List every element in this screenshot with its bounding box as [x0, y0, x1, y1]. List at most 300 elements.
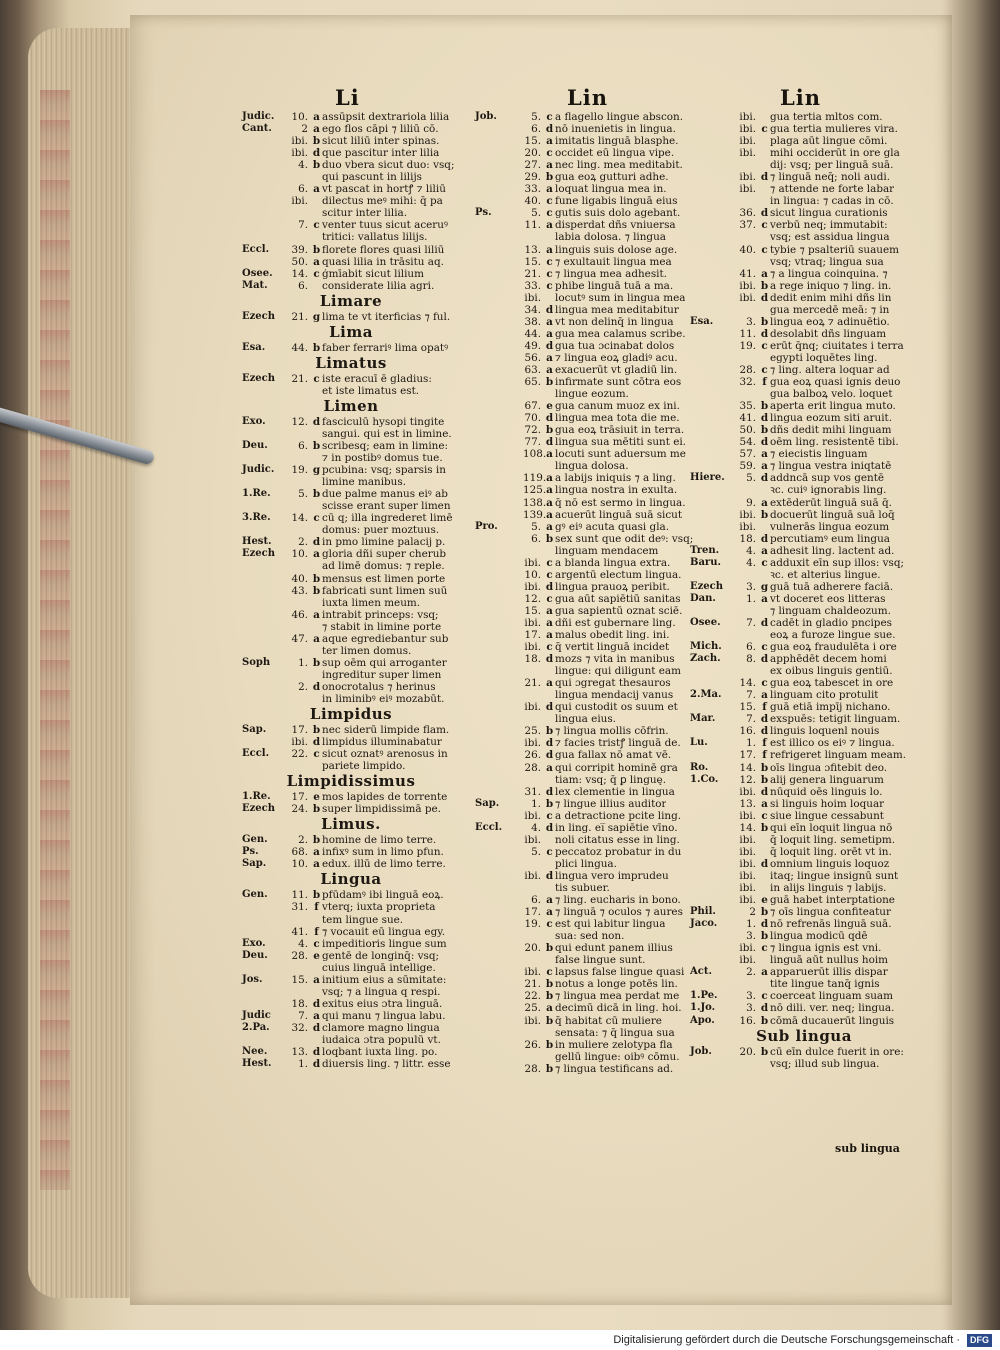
concordance-entry	[242, 256, 460, 268]
book-reference: Osee.	[242, 267, 273, 279]
section-letter	[759, 978, 770, 990]
section-letter	[544, 882, 555, 894]
section-letter	[311, 962, 322, 974]
book-reference	[690, 605, 738, 617]
concordance-entry	[475, 1015, 695, 1027]
concordance-entry	[690, 701, 918, 713]
chapter-number	[290, 621, 311, 633]
concordance-entry	[242, 524, 460, 536]
book-reference: Jaco.	[690, 918, 718, 930]
chapter-number: ibi.	[524, 616, 541, 629]
entry-text: vterq; iuxta proprieta	[322, 901, 436, 914]
book-reference	[475, 581, 523, 593]
chapter-number: 16.	[739, 1014, 756, 1027]
entry-text: ⁊ lingua ignis est vni.	[770, 942, 882, 955]
chapter-number: 11.	[524, 219, 541, 232]
section-letter: c	[761, 990, 768, 1003]
chapter-number: 43.	[291, 584, 308, 597]
entry-text: sicut lingua curationis	[770, 207, 888, 220]
chapter-number: 15.	[524, 135, 541, 148]
section-letter: d	[760, 327, 769, 340]
entry-text: fasciculū hysopi tingite	[322, 415, 445, 428]
chapter-number: 7.	[746, 689, 756, 702]
concordance-entry	[475, 665, 695, 677]
concordance-entry	[690, 725, 918, 737]
concordance-entry	[242, 645, 460, 657]
concordance-entry	[475, 557, 695, 569]
concordance-entry	[475, 737, 695, 749]
entry-text: dedit enim mihi dñs lin	[770, 291, 892, 304]
chapter-number	[290, 669, 311, 681]
book-reference	[690, 195, 738, 207]
entry-text: et iste limatus est.	[322, 384, 420, 397]
chapter-number: ibi.	[524, 291, 541, 304]
entry-text: sensata: ⁊ q̄ lingua sua	[555, 1026, 675, 1039]
headword: Limpidissimus	[286, 772, 416, 791]
entry-text: dñi est gubernare ling.	[555, 616, 676, 629]
chapter-number: 7.	[746, 616, 756, 629]
chapter-number	[738, 1058, 759, 1070]
entry-text: lingua eoꝝ ⁊ adinuētio.	[770, 315, 890, 328]
section-letter: a	[761, 448, 768, 461]
book-reference: Pro.	[475, 520, 498, 532]
chapter-number: 27.	[524, 159, 541, 172]
book-reference: Hest.	[242, 1058, 272, 1070]
book-reference	[475, 894, 523, 906]
chapter-number: 18.	[524, 653, 541, 666]
concordance-entry	[690, 629, 918, 641]
concordance-entry	[475, 521, 695, 533]
book-reference	[475, 665, 523, 677]
concordance-entry	[242, 889, 460, 901]
book-reference	[242, 901, 290, 913]
chapter-number: ibi.	[291, 135, 308, 148]
section-letter: a	[546, 183, 553, 196]
section-letter	[759, 147, 770, 159]
entry-text: scisse erant super limen	[322, 500, 451, 513]
book-reference	[475, 689, 523, 701]
section-letter: a	[546, 135, 553, 148]
chapter-number	[523, 1051, 544, 1063]
section-letter: c	[546, 147, 553, 160]
concordance-entry	[690, 858, 918, 870]
book-reference	[242, 171, 290, 183]
book-reference: Zach.	[690, 653, 721, 665]
entry-text: adduxit eīn sup illos: vsq;	[770, 556, 905, 569]
concordance-entry	[690, 424, 918, 436]
section-letter: d	[312, 1058, 321, 1071]
entry-text: in ling. ei̅ sapiētie vīno.	[555, 821, 678, 834]
concordance-entry	[242, 219, 460, 231]
book-reference	[242, 476, 290, 488]
book-reference	[475, 304, 523, 316]
concordance-entry	[475, 894, 695, 906]
section-letter: d	[312, 997, 321, 1010]
book-reference	[475, 834, 523, 846]
concordance-entry	[475, 786, 695, 798]
entry-text: q̄ nō est sermo in lingua.	[555, 496, 686, 509]
concordance-entry	[475, 810, 695, 822]
section-letter	[544, 774, 555, 786]
book-reference: Esa.	[242, 341, 266, 353]
chapter-number: 2.	[298, 834, 308, 847]
chapter-number: ibi.	[739, 833, 756, 846]
section-letter	[759, 834, 770, 846]
book-reference	[690, 521, 738, 533]
book-reference: Job.	[475, 111, 497, 122]
concordance-entry	[690, 713, 918, 725]
concordance-entry	[690, 400, 918, 412]
chapter-number: 17.	[524, 906, 541, 919]
entry-text: gua eoꝝ quasi ignis deuo	[770, 376, 901, 389]
section-letter: e	[313, 791, 320, 804]
book-reference	[475, 1002, 523, 1014]
book-reference: Deu.	[242, 439, 268, 451]
book-reference: 1.Re.	[242, 791, 271, 803]
concordance-entry	[690, 1002, 918, 1014]
book-reference: Apo.	[690, 1014, 715, 1026]
section-letter: b	[760, 1045, 769, 1058]
concordance-entry	[242, 1046, 460, 1058]
concordance-entry	[475, 966, 695, 978]
book-reference	[475, 400, 523, 412]
entry-text: ⁊ ling. altera loquar ad	[770, 363, 890, 376]
entry-text: iuxta limen meum.	[322, 596, 421, 609]
concordance-entry	[690, 930, 918, 942]
book-reference	[690, 533, 738, 545]
concordance-entry	[690, 171, 918, 183]
chapter-number: ibi.	[739, 135, 756, 148]
chapter-number: 59.	[739, 460, 756, 473]
entry-text: q̄ loquit ling. orēt vt in.	[770, 845, 892, 858]
book-reference: 2.Pa.	[242, 1021, 270, 1033]
section-letter: d	[312, 415, 321, 428]
book-reference	[690, 894, 738, 906]
book-reference	[475, 545, 523, 557]
concordance-entry	[242, 207, 460, 219]
section-letter	[311, 597, 322, 609]
headword: Sub lingua	[756, 1026, 852, 1045]
chapter-number: 4.	[746, 556, 756, 569]
chapter-number: 49.	[524, 339, 541, 352]
chapter-number: 63.	[524, 363, 541, 376]
entry-text: venter tuus sicut aceruꝰ	[322, 219, 448, 232]
entry-text: est illico os eiꝰ ⁊ lingua.	[770, 737, 895, 750]
section-letter: b	[312, 488, 321, 501]
book-reference: Ezech	[242, 372, 276, 384]
chapter-number: ibi.	[739, 954, 756, 967]
chapter-number: 17.	[739, 749, 756, 762]
book-reference: Ezech	[242, 548, 276, 560]
book-reference: Mich.	[690, 641, 722, 653]
chapter-number	[290, 962, 311, 974]
section-letter: d	[760, 171, 769, 184]
entry-text: qui ɔgregat thesauros	[555, 677, 671, 690]
section-letter	[759, 111, 770, 123]
chapter-number: 28.	[291, 949, 308, 962]
book-reference	[242, 669, 290, 681]
chapter-number	[290, 1034, 311, 1046]
book-reference	[690, 677, 738, 689]
entry-text: eoꝝ a furoze lingue sue.	[770, 629, 896, 642]
book-reference	[475, 762, 523, 774]
headword: Limpidus	[309, 705, 393, 724]
entry-text: due palme manus eiꝰ ab	[322, 488, 448, 501]
entry-text: percutiamꝰ eum lingua	[770, 532, 890, 545]
section-letter: a	[313, 632, 320, 645]
concordance-entry	[242, 914, 460, 926]
concordance-entry	[690, 304, 918, 316]
section-letter: a	[761, 797, 768, 810]
chapter-number: 33.	[524, 279, 541, 292]
entry-text: infirmate sunt cōtra eos	[555, 376, 682, 389]
book-reference	[242, 159, 290, 171]
entry-text: ⁊ lingua testificans ad.	[555, 1062, 674, 1075]
book-reference	[690, 460, 738, 472]
concordance-entry	[242, 621, 460, 633]
section-letter: d	[312, 536, 321, 549]
concordance-entry	[475, 798, 695, 810]
section-letter: a	[313, 255, 320, 268]
book-reference	[690, 244, 738, 256]
section-letter: d	[312, 1046, 321, 1059]
concordance-entry	[690, 183, 918, 195]
concordance-entry	[690, 954, 918, 966]
concordance-entry	[690, 497, 918, 509]
running-head-right: Lin	[780, 85, 822, 110]
entry-text: locutꝰ sum in lingua mea	[555, 291, 686, 304]
entry-text: sex sunt que odit deꝰ: vsq;	[555, 532, 694, 545]
concordance-entry	[242, 342, 460, 354]
entry-text: sup oēm qui arroganter	[322, 656, 447, 669]
section-letter: b	[760, 508, 769, 521]
entry-text: ⁊ in postibꝰ domus tue.	[322, 452, 443, 465]
chapter-number: 19.	[291, 464, 308, 477]
concordance-entry	[475, 653, 695, 665]
book-reference: 1.Pe.	[690, 990, 718, 1002]
chapter-number: 21.	[291, 372, 308, 385]
section-letter: e	[761, 894, 768, 907]
chapter-number	[290, 171, 311, 183]
entry-text: sangui. qui est in limine.	[322, 427, 452, 440]
section-letter	[759, 882, 770, 894]
chapter-number: 17.	[291, 791, 308, 804]
entry-text: nec ling. mea meditabit.	[555, 159, 683, 172]
section-letter: a	[546, 1002, 553, 1015]
concordance-entry	[475, 882, 695, 894]
book-reference	[475, 966, 523, 978]
chapter-number: 1.	[298, 1058, 308, 1071]
chapter-number: 6.	[298, 279, 308, 292]
concordance-entry	[242, 311, 460, 323]
book-reference	[475, 448, 523, 460]
entry-text: lingua sua mētiti sunt ei.	[555, 436, 686, 449]
section-letter: d	[545, 436, 554, 449]
entry-text: lingue eozum.	[555, 388, 629, 401]
book-reference	[242, 736, 290, 748]
book-reference	[475, 195, 523, 207]
chapter-number: 33.	[524, 183, 541, 196]
entry-text: lex clementie in lingua	[555, 785, 675, 798]
chapter-number	[290, 914, 311, 926]
book-reference: Lu.	[690, 737, 708, 749]
concordance-entry	[242, 736, 460, 748]
chapter-number: 10.	[524, 568, 541, 581]
concordance-entry	[475, 171, 695, 183]
section-letter: b	[760, 821, 769, 834]
book-reference	[475, 484, 523, 496]
concordance-entry	[242, 962, 460, 974]
book-reference	[475, 460, 523, 472]
concordance-entry	[690, 328, 918, 340]
concordance-entry	[475, 774, 695, 786]
section-letter: c	[313, 512, 320, 525]
chapter-number: 54.	[739, 436, 756, 449]
section-letter: c	[761, 556, 768, 569]
concordance-entry	[242, 901, 460, 913]
chapter-number: 2.	[298, 680, 308, 693]
section-letter	[311, 645, 322, 657]
book-reference	[690, 798, 738, 810]
entry-text: ģmīabit sicut lilium	[322, 267, 424, 280]
chapter-number: 21.	[291, 310, 308, 323]
section-letter: b	[545, 725, 554, 738]
book-reference	[242, 681, 290, 693]
concordance-entry	[475, 906, 695, 918]
section-letter	[544, 858, 555, 870]
chapter-number: 6.	[531, 532, 541, 545]
section-letter: d	[545, 821, 554, 834]
chapter-number: 26.	[524, 1038, 541, 1051]
chapter-number	[523, 460, 544, 472]
chapter-number	[738, 484, 759, 496]
entry-text: tybie ⁊ psalteriū suauem	[770, 243, 899, 256]
section-letter: a	[546, 496, 553, 509]
chapter-number: ibi.	[739, 508, 756, 521]
catchword: sub lingua	[835, 1142, 900, 1155]
section-letter: a	[761, 496, 768, 509]
chapter-number: 26.	[524, 749, 541, 762]
concordance-entry	[242, 135, 460, 147]
book-reference	[475, 713, 523, 725]
section-letter: b	[545, 376, 554, 389]
concordance-entry	[475, 316, 695, 328]
chapter-number	[523, 882, 544, 894]
concordance-entry	[475, 593, 695, 605]
concordance-entry	[690, 256, 918, 268]
book-reference	[242, 585, 290, 597]
book-reference: Exo.	[242, 937, 266, 949]
concordance-entry	[690, 882, 918, 894]
chapter-number: ibi.	[524, 966, 541, 979]
concordance-entry	[475, 1051, 695, 1063]
book-reference	[690, 1058, 738, 1070]
concordance-entry	[690, 509, 918, 521]
entry-text: itaq; lingue insignū sunt	[770, 869, 899, 882]
entry-text: gua eoꝝ fraudulēta i ore	[770, 641, 897, 654]
book-reference	[242, 195, 290, 207]
chapter-number: 41.	[739, 412, 756, 425]
book-reference	[690, 292, 738, 304]
chapter-number	[290, 385, 311, 397]
book-reference	[475, 509, 523, 521]
concordance-entry	[242, 280, 460, 292]
chapter-number: 67.	[524, 400, 541, 413]
chapter-number: ibi.	[739, 845, 756, 858]
book-reference	[475, 677, 523, 689]
concordance-entry	[242, 834, 460, 846]
entry-text: peccatoz probatur in du	[555, 845, 682, 858]
entry-text: egypti loquētes ling.	[770, 351, 878, 364]
entry-text: linguis loquenl nouis	[770, 725, 880, 738]
entry-text: nūquid oēs linguis lo.	[770, 785, 883, 798]
entry-text: quasi lilia in trāsitu aq.	[322, 255, 444, 268]
chapter-number: 24.	[291, 803, 308, 816]
chapter-number: ibi.	[291, 195, 308, 208]
entry-text: acuerūt linguā suā sicut	[555, 508, 683, 521]
entry-text: assūpsit dextrariola lilia	[322, 111, 450, 123]
chapter-number: 5.	[531, 207, 541, 220]
headword: Limus.	[321, 815, 381, 834]
section-letter: c	[546, 809, 553, 822]
chapter-number	[523, 954, 544, 966]
concordance-entry	[690, 786, 918, 798]
concordance-entry	[475, 834, 695, 846]
section-letter	[311, 621, 322, 633]
entry-text: domus: puer moztuus.	[322, 524, 440, 537]
chapter-number: 20.	[524, 942, 541, 955]
entry-text: intrabit princeps: vsq;	[322, 608, 439, 621]
entry-text: lingua mendacij vanus	[555, 689, 674, 702]
concordance-entry	[242, 147, 460, 159]
section-letter: a	[546, 315, 553, 328]
concordance-column-2	[475, 111, 695, 1075]
chapter-number: 1.	[746, 918, 756, 931]
entry-text: vsq; illud sub lingua.	[770, 1057, 880, 1070]
concordance-entry	[475, 677, 695, 689]
concordance-entry	[475, 641, 695, 653]
concordance-entry	[690, 1015, 918, 1027]
book-reference	[242, 998, 290, 1010]
book-reference	[242, 621, 290, 633]
concordance-entry	[475, 1002, 695, 1014]
concordance-entry	[475, 147, 695, 159]
concordance-entry	[475, 219, 695, 231]
book-reference	[475, 292, 523, 304]
entry-text: faber ferrariꝰ lima opatꝰ	[322, 341, 449, 354]
section-letter: d	[760, 857, 769, 870]
book-reference	[690, 424, 738, 436]
entry-text: dilectus meꝰ mihi: q̄ pa	[322, 195, 443, 208]
book-reference	[690, 509, 738, 521]
book-reference	[690, 111, 738, 123]
entry-text: vsq; ⁊ a lingua q respi.	[322, 985, 441, 998]
concordance-entry	[475, 448, 695, 460]
entry-text: aperta erit lingua muto.	[770, 400, 896, 413]
book-reference	[475, 340, 523, 352]
entry-text: gua tua ɔcinabat dolos	[555, 339, 675, 352]
section-letter: d	[760, 1002, 769, 1015]
entry-text: argentū electum lingua.	[555, 568, 682, 581]
book-reference	[475, 376, 523, 388]
book-reference: Nee.	[242, 1046, 268, 1058]
concordance-entry	[690, 521, 918, 533]
book-reference	[475, 1051, 523, 1063]
concordance-entry	[242, 748, 460, 760]
section-letter: c	[546, 918, 553, 931]
section-letter: c	[546, 641, 553, 654]
chapter-number: 41.	[291, 925, 308, 938]
